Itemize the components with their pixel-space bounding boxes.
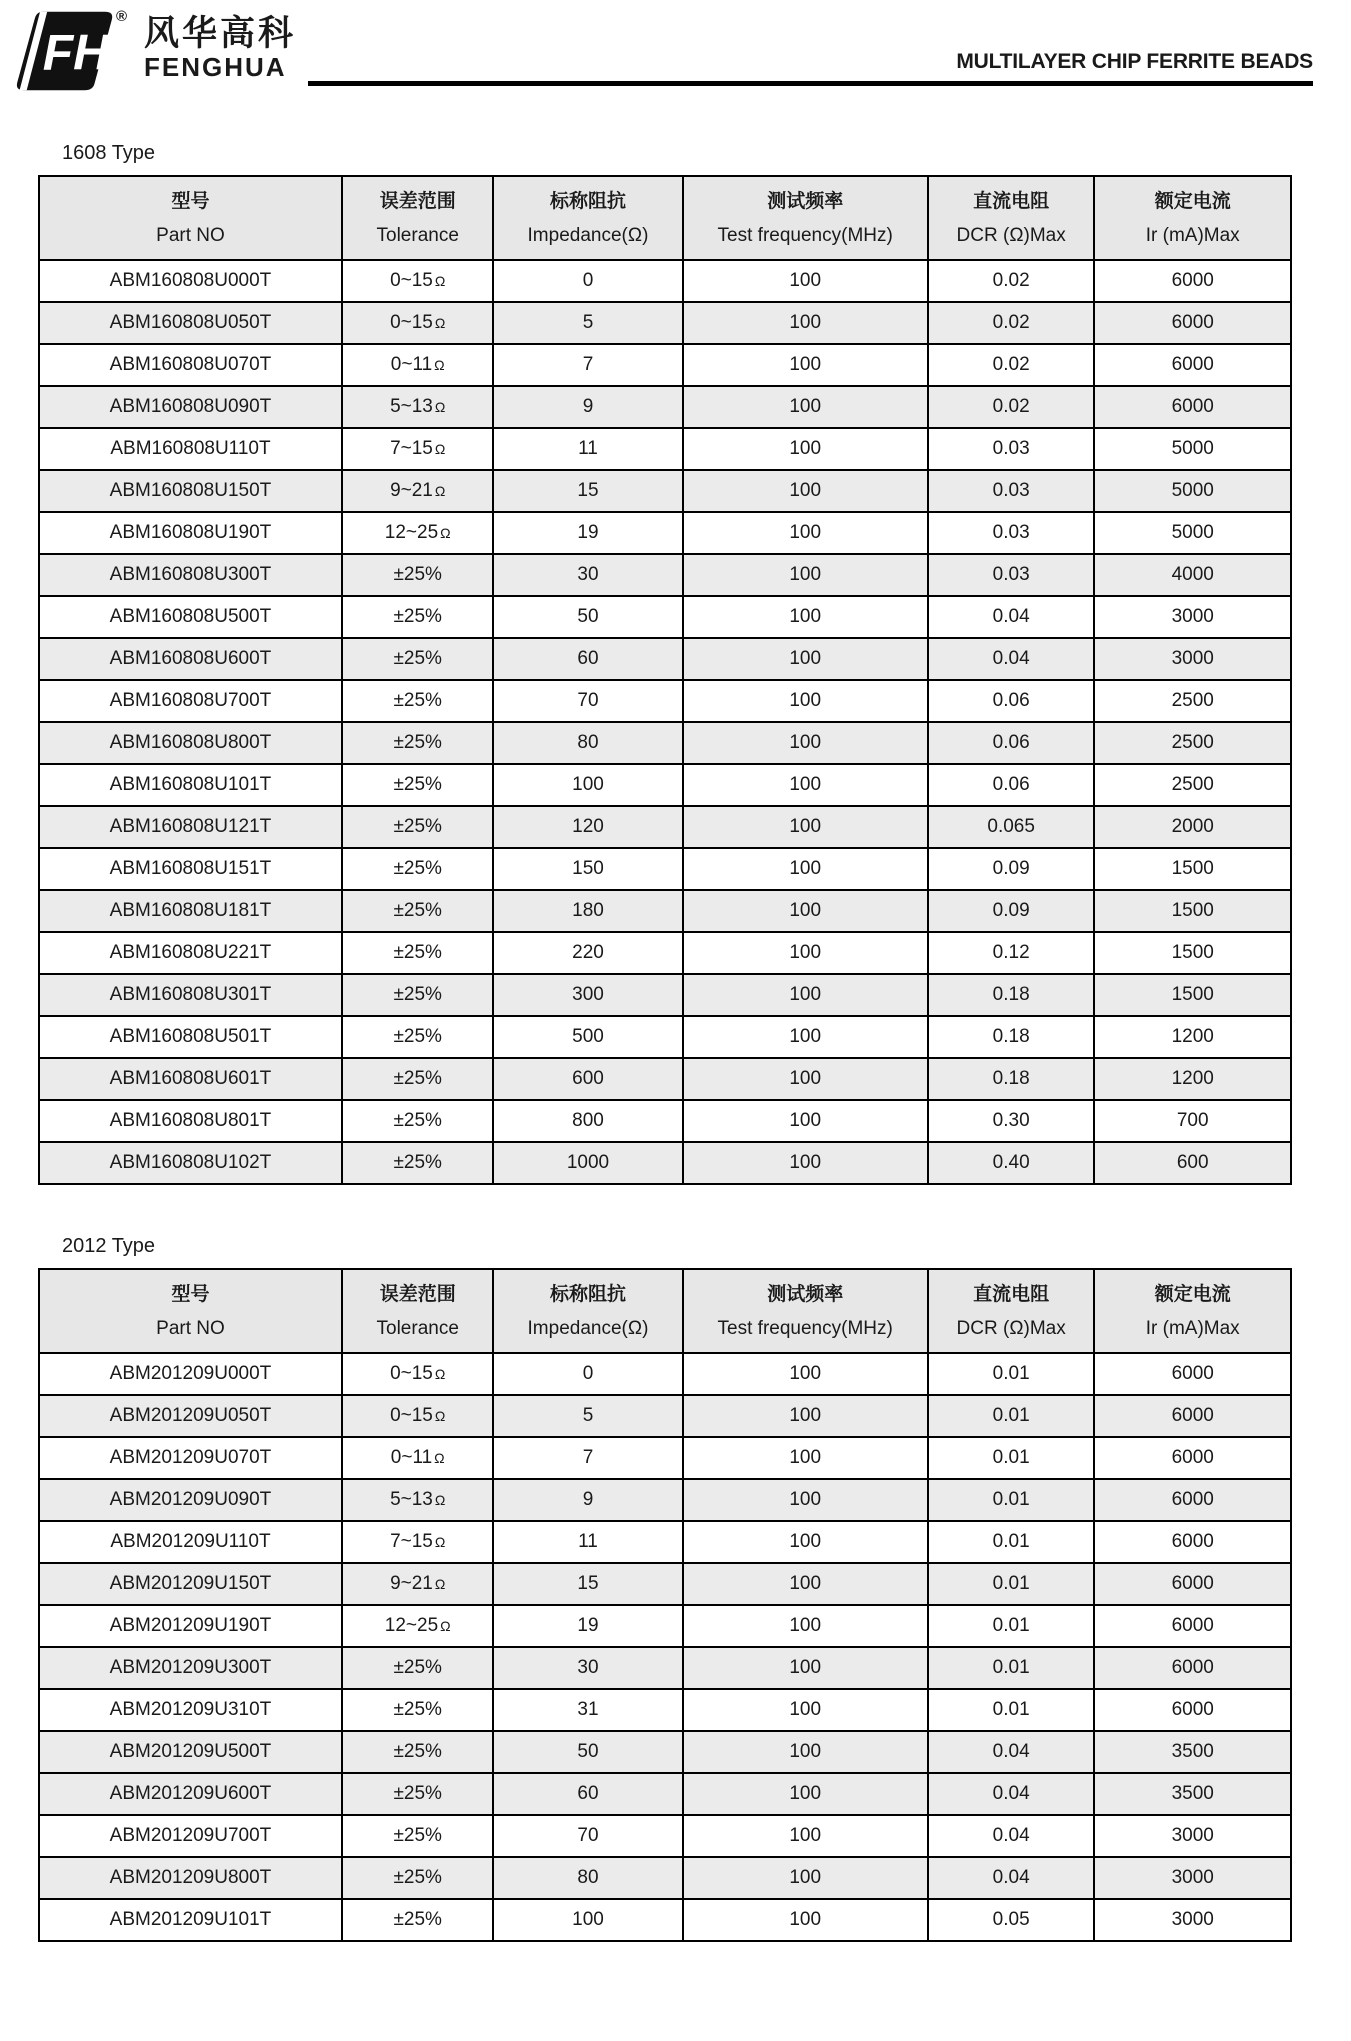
dcr-cell: 0.02 xyxy=(928,344,1095,386)
impedance-cell: 180 xyxy=(493,890,682,932)
part-no-cell: ABM201209U700T xyxy=(39,1815,342,1857)
table-row xyxy=(39,1605,1291,1647)
table-row xyxy=(39,722,1291,764)
rated-current-cell: 5000 xyxy=(1094,428,1291,470)
tolerance-cell: ±25% xyxy=(342,638,493,680)
table-row xyxy=(39,1142,1291,1184)
impedance-cell: 80 xyxy=(493,1857,682,1899)
rated-current-cell: 6000 xyxy=(1094,1437,1291,1479)
table-row xyxy=(39,680,1291,722)
rated-current-cell: 6000 xyxy=(1094,1605,1291,1647)
test-frequency-cell: 100 xyxy=(683,932,928,974)
rated-current-cell: 2500 xyxy=(1094,680,1291,722)
col-header-impedance: 标称阻抗 Impedance(Ω) xyxy=(493,176,682,260)
table-row xyxy=(39,1731,1291,1773)
rated-current-cell: 700 xyxy=(1094,1100,1291,1142)
impedance-cell: 5 xyxy=(493,1395,682,1437)
rated-current-cell: 2500 xyxy=(1094,764,1291,806)
tolerance-cell: ±25% xyxy=(342,680,493,722)
part-no-cell: ABM160808U050T xyxy=(39,302,342,344)
svg-text:FH: FH xyxy=(42,24,110,81)
dcr-cell: 0.01 xyxy=(928,1605,1095,1647)
test-frequency-cell: 100 xyxy=(683,1731,928,1773)
tolerance-cell: ±25% xyxy=(342,806,493,848)
part-no-cell: ABM201209U101T xyxy=(39,1899,342,1941)
test-frequency-cell: 100 xyxy=(683,386,928,428)
ohm-unit: Ω xyxy=(434,1408,446,1424)
rated-current-cell: 5000 xyxy=(1094,512,1291,554)
brand-name-chinese: 风华高科 xyxy=(144,14,297,53)
test-frequency-cell: 100 xyxy=(683,1563,928,1605)
tolerance-cell: ±25% xyxy=(342,1142,493,1184)
test-frequency-cell: 100 xyxy=(683,848,928,890)
rated-current-cell: 2000 xyxy=(1094,806,1291,848)
part-no-cell: ABM201209U500T xyxy=(39,1731,342,1773)
ohm-unit: Ω xyxy=(434,357,445,373)
ohm-unit: Ω xyxy=(434,483,446,499)
impedance-cell: 100 xyxy=(493,764,682,806)
ohm-unit: Ω xyxy=(440,1618,451,1634)
test-frequency-cell: 100 xyxy=(683,722,928,764)
impedance-cell: 60 xyxy=(493,1773,682,1815)
brand-name-english: FENGHUA xyxy=(144,52,287,82)
table-row xyxy=(39,1899,1291,1941)
test-frequency-cell: 100 xyxy=(683,974,928,1016)
rated-current-cell: 600 xyxy=(1094,1142,1291,1184)
col-header-frequency: 测试频率 Test frequency(MHz) xyxy=(683,176,928,260)
col-header-part: 型号 Part NO xyxy=(39,1269,342,1353)
table-row xyxy=(39,1815,1291,1857)
test-frequency-cell: 100 xyxy=(683,764,928,806)
impedance-cell: 220 xyxy=(493,932,682,974)
dcr-cell: 0.01 xyxy=(928,1689,1095,1731)
part-no-cell: ABM160808U801T xyxy=(39,1100,342,1142)
tolerance-cell: ±25% xyxy=(342,1773,493,1815)
table-row xyxy=(39,1689,1291,1731)
table-row xyxy=(39,386,1291,428)
spec-table-2012 xyxy=(38,1268,1292,1942)
test-frequency-cell: 100 xyxy=(683,1058,928,1100)
col-header-dcr: 直流电阻 DCR (Ω)Max xyxy=(928,1269,1095,1353)
dcr-cell: 0.01 xyxy=(928,1395,1095,1437)
rated-current-cell: 1200 xyxy=(1094,1058,1291,1100)
tolerance-cell: ±25% xyxy=(342,554,493,596)
dcr-cell: 0.04 xyxy=(928,1857,1095,1899)
impedance-cell: 9 xyxy=(493,386,682,428)
impedance-cell: 150 xyxy=(493,848,682,890)
impedance-cell: 19 xyxy=(493,1605,682,1647)
test-frequency-cell: 100 xyxy=(683,1100,928,1142)
tolerance-cell: ±25% xyxy=(342,1899,493,1941)
col-header-tolerance: 误差范围 Tolerance xyxy=(342,176,493,260)
tolerance-cell: ±25% xyxy=(342,596,493,638)
impedance-cell: 50 xyxy=(493,1731,682,1773)
dcr-cell: 0.04 xyxy=(928,1773,1095,1815)
part-no-cell: ABM160808U800T xyxy=(39,722,342,764)
impedance-cell: 70 xyxy=(493,680,682,722)
test-frequency-cell: 100 xyxy=(683,1353,928,1395)
tolerance-cell: 0~15 Ω xyxy=(342,302,493,344)
dcr-cell: 0.065 xyxy=(928,806,1095,848)
test-frequency-cell: 100 xyxy=(683,1647,928,1689)
tolerance-cell: ±25% xyxy=(342,764,493,806)
tolerance-cell: 0~15 Ω xyxy=(342,260,493,302)
rated-current-cell: 5000 xyxy=(1094,470,1291,512)
ohm-unit: Ω xyxy=(434,399,446,415)
table-row xyxy=(39,344,1291,386)
dcr-cell: 0.02 xyxy=(928,260,1095,302)
dcr-cell: 0.01 xyxy=(928,1437,1095,1479)
tolerance-cell: 12~25 Ω xyxy=(342,1605,493,1647)
impedance-cell: 0 xyxy=(493,260,682,302)
part-no-cell: ABM201209U000T xyxy=(39,1353,342,1395)
impedance-cell: 0 xyxy=(493,1353,682,1395)
table-row xyxy=(39,764,1291,806)
dcr-cell: 0.05 xyxy=(928,1899,1095,1941)
impedance-cell: 600 xyxy=(493,1058,682,1100)
tolerance-cell: ±25% xyxy=(342,1815,493,1857)
table-row xyxy=(39,554,1291,596)
rated-current-cell: 3500 xyxy=(1094,1731,1291,1773)
part-no-cell: ABM160808U301T xyxy=(39,974,342,1016)
tolerance-cell: 7~15 Ω xyxy=(342,1521,493,1563)
rated-current-cell: 6000 xyxy=(1094,1521,1291,1563)
tolerance-cell: 12~25 Ω xyxy=(342,512,493,554)
dcr-cell: 0.12 xyxy=(928,932,1095,974)
table-header-row xyxy=(39,176,1291,260)
col-header-frequency: 测试频率 Test frequency(MHz) xyxy=(683,1269,928,1353)
spec-table-1608 xyxy=(38,175,1292,1185)
impedance-cell: 500 xyxy=(493,1016,682,1058)
rated-current-cell: 6000 xyxy=(1094,1647,1291,1689)
tolerance-cell: 0~11 Ω xyxy=(342,344,493,386)
dcr-cell: 0.03 xyxy=(928,554,1095,596)
impedance-cell: 11 xyxy=(493,428,682,470)
test-frequency-cell: 100 xyxy=(683,890,928,932)
ohm-unit: Ω xyxy=(434,1492,446,1508)
table-row xyxy=(39,428,1291,470)
table-header-row xyxy=(39,1269,1291,1353)
test-frequency-cell: 100 xyxy=(683,638,928,680)
part-no-cell: ABM160808U181T xyxy=(39,890,342,932)
ohm-unit: Ω xyxy=(434,1366,446,1382)
test-frequency-cell: 100 xyxy=(683,806,928,848)
col-header-impedance: 标称阻抗 Impedance(Ω) xyxy=(493,1269,682,1353)
rated-current-cell: 6000 xyxy=(1094,1563,1291,1605)
dcr-cell: 0.18 xyxy=(928,1016,1095,1058)
test-frequency-cell: 100 xyxy=(683,1016,928,1058)
table-row xyxy=(39,1647,1291,1689)
dcr-cell: 0.01 xyxy=(928,1479,1095,1521)
col-header-part: 型号 Part NO xyxy=(39,176,342,260)
part-no-cell: ABM201209U300T xyxy=(39,1647,342,1689)
tolerance-cell: 0~15 Ω xyxy=(342,1395,493,1437)
part-no-cell: ABM160808U500T xyxy=(39,596,342,638)
table-row xyxy=(39,638,1291,680)
impedance-cell: 7 xyxy=(493,344,682,386)
tolerance-cell: ±25% xyxy=(342,1100,493,1142)
rated-current-cell: 1500 xyxy=(1094,848,1291,890)
impedance-cell: 9 xyxy=(493,1479,682,1521)
dcr-cell: 0.09 xyxy=(928,890,1095,932)
part-no-cell: ABM160808U190T xyxy=(39,512,342,554)
tolerance-cell: 9~21 Ω xyxy=(342,470,493,512)
tolerance-cell: ±25% xyxy=(342,1857,493,1899)
ohm-unit: Ω xyxy=(434,273,446,289)
impedance-cell: 60 xyxy=(493,638,682,680)
tolerance-cell: ±25% xyxy=(342,1731,493,1773)
dcr-cell: 0.03 xyxy=(928,470,1095,512)
rated-current-cell: 1500 xyxy=(1094,974,1291,1016)
table-row xyxy=(39,596,1291,638)
table-row xyxy=(39,1857,1291,1899)
impedance-cell: 120 xyxy=(493,806,682,848)
impedance-cell: 15 xyxy=(493,1563,682,1605)
rated-current-cell: 2500 xyxy=(1094,722,1291,764)
table-row xyxy=(39,260,1291,302)
ohm-unit: Ω xyxy=(434,1450,445,1466)
part-no-cell: ABM201209U050T xyxy=(39,1395,342,1437)
table-row xyxy=(39,470,1291,512)
impedance-cell: 7 xyxy=(493,1437,682,1479)
rated-current-cell: 3500 xyxy=(1094,1773,1291,1815)
page-header xyxy=(0,0,1351,94)
part-no-cell: ABM160808U070T xyxy=(39,344,342,386)
header-right xyxy=(308,8,1313,86)
part-no-cell: ABM160808U300T xyxy=(39,554,342,596)
registered-trademark: ® xyxy=(116,8,128,25)
tolerance-cell: 9~21 Ω xyxy=(342,1563,493,1605)
rated-current-cell: 3000 xyxy=(1094,638,1291,680)
dcr-cell: 0.02 xyxy=(928,302,1095,344)
table-row xyxy=(39,890,1291,932)
tolerance-cell: ±25% xyxy=(342,974,493,1016)
part-no-cell: ABM160808U101T xyxy=(39,764,342,806)
part-no-cell: ABM201209U800T xyxy=(39,1857,342,1899)
rated-current-cell: 6000 xyxy=(1094,386,1291,428)
col-header-current: 额定电流 Ir (mA)Max xyxy=(1094,176,1291,260)
table-row xyxy=(39,1773,1291,1815)
rated-current-cell: 6000 xyxy=(1094,302,1291,344)
test-frequency-cell: 100 xyxy=(683,428,928,470)
rated-current-cell: 6000 xyxy=(1094,260,1291,302)
ohm-unit: Ω xyxy=(434,1534,446,1550)
part-no-cell: ABM160808U110T xyxy=(39,428,342,470)
tolerance-cell: 0~15 Ω xyxy=(342,1353,493,1395)
rated-current-cell: 3000 xyxy=(1094,1899,1291,1941)
dcr-cell: 0.01 xyxy=(928,1353,1095,1395)
rated-current-cell: 3000 xyxy=(1094,1815,1291,1857)
test-frequency-cell: 100 xyxy=(683,1815,928,1857)
table-row xyxy=(39,1353,1291,1395)
dcr-cell: 0.18 xyxy=(928,974,1095,1016)
impedance-cell: 800 xyxy=(493,1100,682,1142)
impedance-cell: 300 xyxy=(493,974,682,1016)
part-no-cell: ABM160808U000T xyxy=(39,260,342,302)
dcr-cell: 0.30 xyxy=(928,1100,1095,1142)
test-frequency-cell: 100 xyxy=(683,302,928,344)
part-no-cell: ABM201209U090T xyxy=(39,1479,342,1521)
part-no-cell: ABM160808U221T xyxy=(39,932,342,974)
table-row xyxy=(39,974,1291,1016)
part-no-cell: ABM201209U600T xyxy=(39,1773,342,1815)
test-frequency-cell: 100 xyxy=(683,260,928,302)
tolerance-cell: ±25% xyxy=(342,1689,493,1731)
table-row xyxy=(39,1395,1291,1437)
table-row xyxy=(39,1521,1291,1563)
test-frequency-cell: 100 xyxy=(683,1479,928,1521)
test-frequency-cell: 100 xyxy=(683,344,928,386)
part-no-cell: ABM160808U121T xyxy=(39,806,342,848)
impedance-cell: 19 xyxy=(493,512,682,554)
tolerance-cell: ±25% xyxy=(342,722,493,764)
table-row xyxy=(39,1479,1291,1521)
impedance-cell: 100 xyxy=(493,1899,682,1941)
table-row xyxy=(39,1058,1291,1100)
part-no-cell: ABM160808U700T xyxy=(39,680,342,722)
rated-current-cell: 6000 xyxy=(1094,1395,1291,1437)
part-no-cell: ABM160808U600T xyxy=(39,638,342,680)
impedance-cell: 70 xyxy=(493,1815,682,1857)
dcr-cell: 0.04 xyxy=(928,596,1095,638)
tolerance-cell: ±25% xyxy=(342,890,493,932)
rated-current-cell: 1500 xyxy=(1094,890,1291,932)
test-frequency-cell: 100 xyxy=(683,1521,928,1563)
test-frequency-cell: 100 xyxy=(683,554,928,596)
dcr-cell: 0.09 xyxy=(928,848,1095,890)
impedance-cell: 30 xyxy=(493,1647,682,1689)
test-frequency-cell: 100 xyxy=(683,1437,928,1479)
dcr-cell: 0.40 xyxy=(928,1142,1095,1184)
tolerance-cell: 5~13 Ω xyxy=(342,1479,493,1521)
impedance-cell: 50 xyxy=(493,596,682,638)
fenghua-logo-icon xyxy=(16,8,114,94)
table-row xyxy=(39,932,1291,974)
impedance-cell: 1000 xyxy=(493,1142,682,1184)
table-row xyxy=(39,512,1291,554)
dcr-cell: 0.01 xyxy=(928,1647,1095,1689)
test-frequency-cell: 100 xyxy=(683,470,928,512)
part-no-cell: ABM201209U150T xyxy=(39,1563,342,1605)
part-no-cell: ABM201209U070T xyxy=(39,1437,342,1479)
table-row xyxy=(39,848,1291,890)
tolerance-cell: 7~15 Ω xyxy=(342,428,493,470)
rated-current-cell: 6000 xyxy=(1094,1479,1291,1521)
ohm-unit: Ω xyxy=(440,525,451,541)
tolerance-cell: 0~11 Ω xyxy=(342,1437,493,1479)
section-label-1608: 1608 Type xyxy=(62,142,156,164)
ohm-unit: Ω xyxy=(434,315,446,331)
table-row xyxy=(39,1563,1291,1605)
rated-current-cell: 6000 xyxy=(1094,1353,1291,1395)
brand-block xyxy=(16,8,308,94)
rated-current-cell: 1200 xyxy=(1094,1016,1291,1058)
col-header-current: 额定电流 Ir (mA)Max xyxy=(1094,1269,1291,1353)
part-no-cell: ABM160808U150T xyxy=(39,470,342,512)
section-label-2012: 2012 Type xyxy=(62,1235,156,1257)
dcr-cell: 0.06 xyxy=(928,680,1095,722)
table-row xyxy=(39,302,1291,344)
test-frequency-cell: 100 xyxy=(683,1857,928,1899)
dcr-cell: 0.03 xyxy=(928,428,1095,470)
test-frequency-cell: 100 xyxy=(683,1899,928,1941)
table-row xyxy=(39,806,1291,848)
rated-current-cell: 3000 xyxy=(1094,1857,1291,1899)
col-header-dcr: 直流电阻 DCR (Ω)Max xyxy=(928,176,1095,260)
rated-current-cell: 6000 xyxy=(1094,1689,1291,1731)
impedance-cell: 30 xyxy=(493,554,682,596)
rated-current-cell: 1500 xyxy=(1094,932,1291,974)
dcr-cell: 0.18 xyxy=(928,1058,1095,1100)
test-frequency-cell: 100 xyxy=(683,512,928,554)
test-frequency-cell: 100 xyxy=(683,1395,928,1437)
impedance-cell: 80 xyxy=(493,722,682,764)
table-row xyxy=(39,1100,1291,1142)
col-header-tolerance: 误差范围 Tolerance xyxy=(342,1269,493,1353)
tolerance-cell: 5~13 Ω xyxy=(342,386,493,428)
part-no-cell: ABM201209U110T xyxy=(39,1521,342,1563)
test-frequency-cell: 100 xyxy=(683,1773,928,1815)
part-no-cell: ABM160808U090T xyxy=(39,386,342,428)
part-no-cell: ABM160808U501T xyxy=(39,1016,342,1058)
rated-current-cell: 3000 xyxy=(1094,596,1291,638)
test-frequency-cell: 100 xyxy=(683,1689,928,1731)
part-no-cell: ABM160808U151T xyxy=(39,848,342,890)
tolerance-cell: ±25% xyxy=(342,1647,493,1689)
tolerance-cell: ±25% xyxy=(342,1058,493,1100)
table-row xyxy=(39,1437,1291,1479)
part-no-cell: ABM160808U601T xyxy=(39,1058,342,1100)
test-frequency-cell: 100 xyxy=(683,1142,928,1184)
dcr-cell: 0.01 xyxy=(928,1563,1095,1605)
tolerance-cell: ±25% xyxy=(342,848,493,890)
dcr-cell: 0.04 xyxy=(928,1731,1095,1773)
dcr-cell: 0.06 xyxy=(928,722,1095,764)
part-no-cell: ABM201209U310T xyxy=(39,1689,342,1731)
tolerance-cell: ±25% xyxy=(342,1016,493,1058)
dcr-cell: 0.06 xyxy=(928,764,1095,806)
ohm-unit: Ω xyxy=(434,1576,446,1592)
ohm-unit: Ω xyxy=(434,441,446,457)
rated-current-cell: 6000 xyxy=(1094,344,1291,386)
impedance-cell: 31 xyxy=(493,1689,682,1731)
tolerance-cell: ±25% xyxy=(342,932,493,974)
dcr-cell: 0.02 xyxy=(928,386,1095,428)
impedance-cell: 11 xyxy=(493,1521,682,1563)
dcr-cell: 0.01 xyxy=(928,1521,1095,1563)
part-no-cell: ABM160808U102T xyxy=(39,1142,342,1184)
test-frequency-cell: 100 xyxy=(683,596,928,638)
dcr-cell: 0.04 xyxy=(928,1815,1095,1857)
dcr-cell: 0.04 xyxy=(928,638,1095,680)
part-no-cell: ABM201209U190T xyxy=(39,1605,342,1647)
table-row xyxy=(39,1016,1291,1058)
document-title: MULTILAYER CHIP FERRITE BEADS xyxy=(956,50,1313,73)
brand-text xyxy=(144,8,296,94)
header-rule xyxy=(308,81,1313,86)
impedance-cell: 15 xyxy=(493,470,682,512)
dcr-cell: 0.03 xyxy=(928,512,1095,554)
rated-current-cell: 4000 xyxy=(1094,554,1291,596)
test-frequency-cell: 100 xyxy=(683,1605,928,1647)
test-frequency-cell: 100 xyxy=(683,680,928,722)
impedance-cell: 5 xyxy=(493,302,682,344)
